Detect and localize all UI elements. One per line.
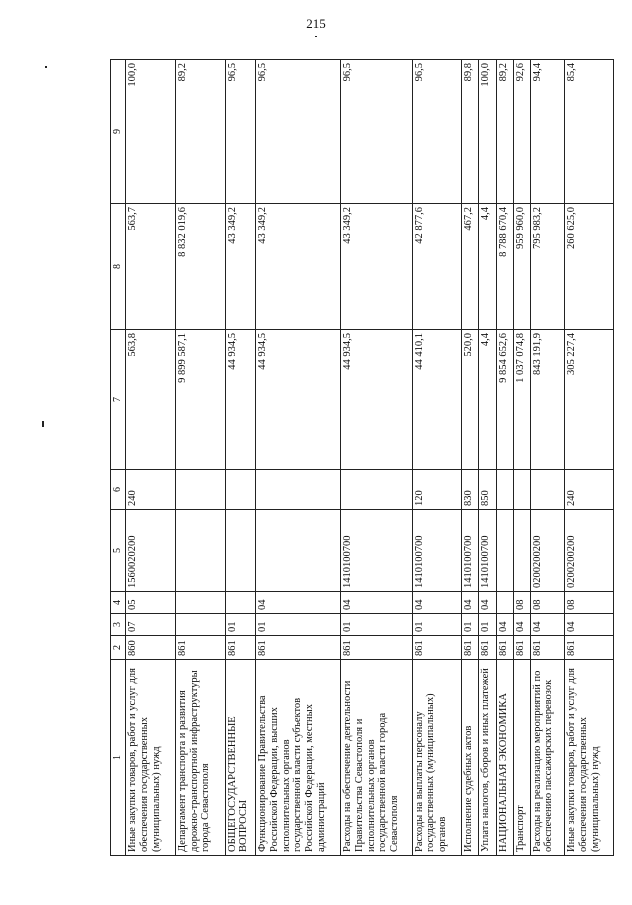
table-cell: 260 625,0 xyxy=(565,204,614,330)
table-cell: 04 xyxy=(479,592,496,614)
table-cell: 01 xyxy=(341,614,412,636)
table-cell: 240 xyxy=(126,470,176,510)
table-cell: 08 xyxy=(513,592,530,614)
table-cell: 861 xyxy=(530,636,565,660)
table-cell: 44 934,5 xyxy=(225,330,256,470)
table-cell: 959 960,0 xyxy=(513,204,530,330)
table-cell: 01 xyxy=(462,614,479,636)
row-name-cell: Расходы на реализацию мероприятий по обеспечению пассажирских перевозок xyxy=(530,660,565,856)
table-cell: 08 xyxy=(565,592,614,614)
table-row xyxy=(462,60,479,856)
scan-speck xyxy=(45,66,47,68)
row-name-cell: Уплата налогов, сборов и иных платежей xyxy=(479,660,496,856)
table-cell: 94,4 xyxy=(530,60,565,204)
row-name-cell: Расходы на выплаты персоналу государственных (муниципальных) органов xyxy=(412,660,462,856)
table-cell: 861 xyxy=(256,636,341,660)
table-cell: 85,4 xyxy=(565,60,614,204)
table-row xyxy=(175,60,225,856)
table-cell: 44 934,5 xyxy=(256,330,341,470)
table-row xyxy=(126,60,176,856)
table-cell: 795 983,2 xyxy=(530,204,565,330)
table-cell: 96,5 xyxy=(341,60,412,204)
table-cell: 861 xyxy=(225,636,256,660)
table-cell xyxy=(496,510,513,592)
table-cell xyxy=(513,470,530,510)
budget-table xyxy=(110,59,614,856)
table-cell: 04 xyxy=(462,592,479,614)
rotated-table-container xyxy=(110,60,614,856)
table-cell xyxy=(175,510,225,592)
table-cell: 100,0 xyxy=(479,60,496,204)
table-cell: 1410100700 xyxy=(412,510,462,592)
table-cell: 861 xyxy=(565,636,614,660)
column-header: 8 xyxy=(111,204,126,330)
row-name-cell: Исполнение судебных актов xyxy=(462,660,479,856)
row-name-cell: Расходы на обеспечение деятельности Правительства Севастополя и исполнительных органов государственной власти города Севастополя xyxy=(341,660,412,856)
table-cell xyxy=(225,470,256,510)
table-cell: 850 xyxy=(479,470,496,510)
table-cell: 843 191,9 xyxy=(530,330,565,470)
table-cell: 8 832 019,6 xyxy=(175,204,225,330)
table-cell: 861 xyxy=(462,636,479,660)
table-cell: 1560020200 xyxy=(126,510,176,592)
table-cell: 05 xyxy=(126,592,176,614)
table-cell: 467,2 xyxy=(462,204,479,330)
table-cell: 01 xyxy=(256,614,341,636)
table-cell: 43 349,2 xyxy=(341,204,412,330)
table-cell: 96,5 xyxy=(256,60,341,204)
table-cell xyxy=(225,510,256,592)
table-row xyxy=(479,60,496,856)
table-cell: 04 xyxy=(256,592,341,614)
column-header: 7 xyxy=(111,330,126,470)
table-cell: 861 xyxy=(479,636,496,660)
row-name-cell: Транспорт xyxy=(513,660,530,856)
table-body xyxy=(126,60,614,856)
table-row xyxy=(513,60,530,856)
header-row xyxy=(111,60,126,856)
table-cell: 89,2 xyxy=(496,60,513,204)
row-name-cell: Иные закупки товаров, работ и услуг для обеспечения государственных (муниципальных) нужд xyxy=(126,660,176,856)
scan-speck xyxy=(42,421,44,427)
table-cell: 96,5 xyxy=(412,60,462,204)
table-cell: 04 xyxy=(565,614,614,636)
table-cell: 861 xyxy=(513,636,530,660)
table-row xyxy=(412,60,462,856)
table-cell: 04 xyxy=(412,592,462,614)
table-cell: 861 xyxy=(341,636,412,660)
table-cell: 0200200200 xyxy=(530,510,565,592)
table-cell xyxy=(496,592,513,614)
scan-speck xyxy=(315,36,317,37)
table-cell: 100,0 xyxy=(126,60,176,204)
table-cell: 01 xyxy=(225,614,256,636)
table-cell: 4,4 xyxy=(479,204,496,330)
table-row xyxy=(565,60,614,856)
page-number: 215 xyxy=(306,16,326,31)
row-name-cell: Департамент транспорта и развития дорожно-транспортной инфраструктуры города Севастополя xyxy=(175,660,225,856)
table-cell: 860 xyxy=(126,636,176,660)
table-cell: 9 899 587,1 xyxy=(175,330,225,470)
table-cell: 42 877,6 xyxy=(412,204,462,330)
table-cell: 07 xyxy=(126,614,176,636)
table-cell: 0200200200 xyxy=(565,510,614,592)
table-cell: 01 xyxy=(412,614,462,636)
table-cell: 8 788 670,4 xyxy=(496,204,513,330)
column-header: 6 xyxy=(111,470,126,510)
table-cell xyxy=(513,510,530,592)
table-cell: 01 xyxy=(479,614,496,636)
table-cell: 04 xyxy=(341,592,412,614)
table-cell xyxy=(256,470,341,510)
column-header: 4 xyxy=(111,592,126,614)
table-cell: 96,5 xyxy=(225,60,256,204)
table-cell: 1410100700 xyxy=(341,510,412,592)
table-cell xyxy=(175,592,225,614)
row-name-cell: НАЦИОНАЛЬНАЯ ЭКОНОМИКА xyxy=(496,660,513,856)
column-header: 1 xyxy=(111,660,126,856)
table-cell: 9 854 652,6 xyxy=(496,330,513,470)
table-cell: 1 037 074,8 xyxy=(513,330,530,470)
table-row xyxy=(530,60,565,856)
table-cell xyxy=(341,470,412,510)
table-cell: 43 349,2 xyxy=(256,204,341,330)
table-cell: 04 xyxy=(513,614,530,636)
table-cell xyxy=(175,614,225,636)
table-cell xyxy=(496,470,513,510)
table-cell: 89,2 xyxy=(175,60,225,204)
table-cell: 830 xyxy=(462,470,479,510)
table-row xyxy=(496,60,513,856)
table-cell xyxy=(530,470,565,510)
table-cell: 1410100700 xyxy=(479,510,496,592)
table-cell: 861 xyxy=(412,636,462,660)
row-name-cell: Иные закупки товаров, работ и услуг для обеспечения государственных (муниципальных) нужд xyxy=(565,660,614,856)
table-cell: 305 227,4 xyxy=(565,330,614,470)
table-cell: 861 xyxy=(496,636,513,660)
table-cell: 120 xyxy=(412,470,462,510)
table-cell: 43 349,2 xyxy=(225,204,256,330)
row-name-cell: ОБЩЕГОСУДАРСТВЕННЫЕ ВОПРОСЫ xyxy=(225,660,256,856)
table-cell: 44 410,1 xyxy=(412,330,462,470)
table-cell xyxy=(256,510,341,592)
table-cell: 563,7 xyxy=(126,204,176,330)
table-cell xyxy=(175,470,225,510)
table-cell: 563,8 xyxy=(126,330,176,470)
table-row xyxy=(341,60,412,856)
table-cell: 1410100700 xyxy=(462,510,479,592)
table-row xyxy=(225,60,256,856)
table-cell: 04 xyxy=(530,614,565,636)
table-cell: 89,8 xyxy=(462,60,479,204)
column-header: 5 xyxy=(111,510,126,592)
column-header: 9 xyxy=(111,60,126,204)
table-row xyxy=(256,60,341,856)
table-cell: 92,6 xyxy=(513,60,530,204)
column-header: 3 xyxy=(111,614,126,636)
table-cell: 240 xyxy=(565,470,614,510)
table-cell xyxy=(225,592,256,614)
table-cell: 08 xyxy=(530,592,565,614)
column-header: 2 xyxy=(111,636,126,660)
table-cell: 4,4 xyxy=(479,330,496,470)
table-cell: 04 xyxy=(496,614,513,636)
table-cell: 44 934,5 xyxy=(341,330,412,470)
row-name-cell: Функционирование Правительства Российской Федерации, высших исполнительных органов государственной власти субъектов Российской Федерации, местных администраций xyxy=(256,660,341,856)
table-cell: 861 xyxy=(175,636,225,660)
table-cell: 520,0 xyxy=(462,330,479,470)
